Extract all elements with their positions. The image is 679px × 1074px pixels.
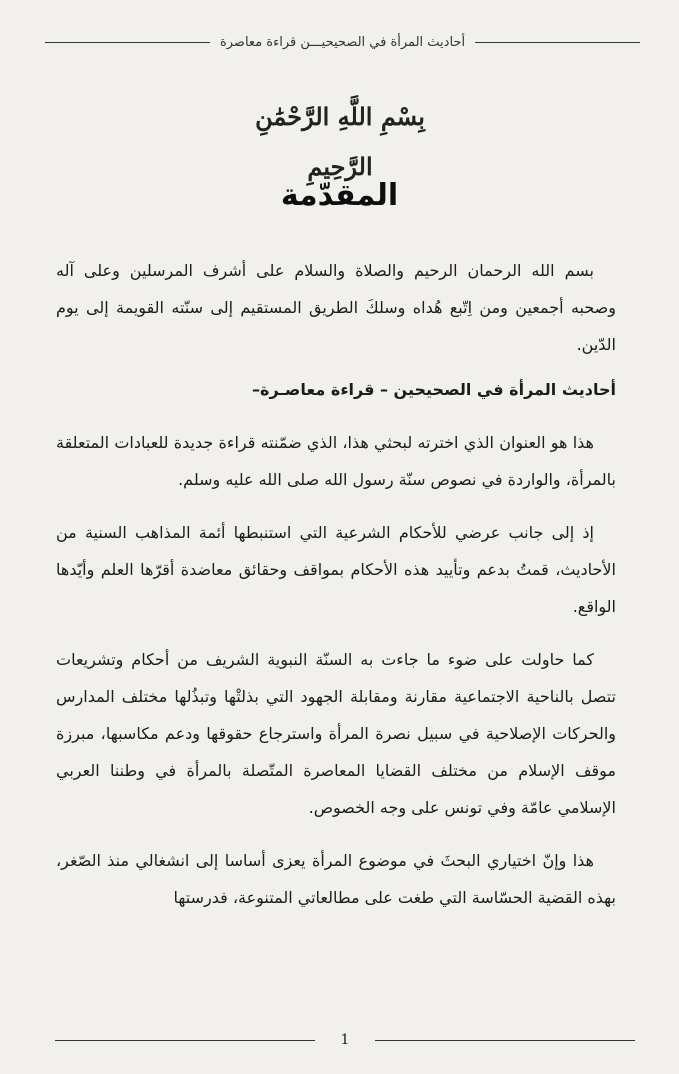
footer-rule-right [375, 1040, 635, 1041]
paragraph-subheading: أحاديث المرأة في الصحيحين – قراءة معاصـرة– [252, 380, 616, 399]
header-rule-left [45, 42, 210, 43]
basmala-calligraphy: بِسْمِ اللَّهِ الرَّحْمَٰنِ الرَّحِيمِ [255, 102, 425, 181]
running-header [45, 30, 640, 54]
paragraph-comparison: كما حاولت على ضوء ما جاءت به السنّة النبوية الشريف من أحكام وتشريعات تتصل بالناحية الاجتماعية مقارنة ومقابلة الجهود التي بذلتْها وتبذُلها مختلف المدارس والحركات الإصلاحية في سبيل نصرة المرأة واسترجاع حقوقها ودعم مكاسبها، مبرزة موقف الإسلام من مختلف القضايا المعاصرة المتّصلة بالمرأة في وطننا العربي الإسلامي عامّة وفي تونس على وجه الخصوص. [56, 650, 616, 817]
paragraph-method: إذ إلى جانب عرضي للأحكام الشرعية التي استنبطها أئمة المذاهب السنية من الأحاديث، قمتُ بدعم وتأييد هذه الأحكام بمواقف وحقائق معاضدة أقرّها العلم وأيّدها الواقع. [56, 523, 616, 616]
footer-rule-left [55, 1040, 315, 1041]
page-number: 1 [340, 1032, 350, 1048]
paragraph-topic: هذا هو العنوان الذي اخترته لبحثي هذا، الذي ضمّنته قراءة جديدة للعبادات المتعلقة بالمرأة، والواردة في نصوص سنّة رسول الله صلى الله عليه وسلم. [56, 433, 616, 489]
paragraph-motivation: هذا وإنّ اختياري البحثَ في موضوع المرأة يعزى أساسا إلى انشغالي منذ الصّغر، بهذه القضية الحسّاسة التي طغت على مطالعاتي المتنوعة، فدرستها [56, 851, 616, 907]
header-rule-right [475, 42, 640, 43]
paragraph-opening: بسم الله الرحمان الرحيم والصلاة والسلام على أشرف المرسلين وعلى آله وصحبه أجمعين ومن اِتّبع هُداه وسلكَ الطريق المستقيم إلى سنّته القويمة إلى يوم الدّين. [56, 261, 616, 354]
section-title: المقدّمة [280, 178, 399, 213]
body-text [56, 252, 616, 916]
page-footer [55, 1028, 635, 1052]
running-title: أحاديث المرأة في الصحيحيـــن قراءة معاصرة [219, 34, 466, 50]
